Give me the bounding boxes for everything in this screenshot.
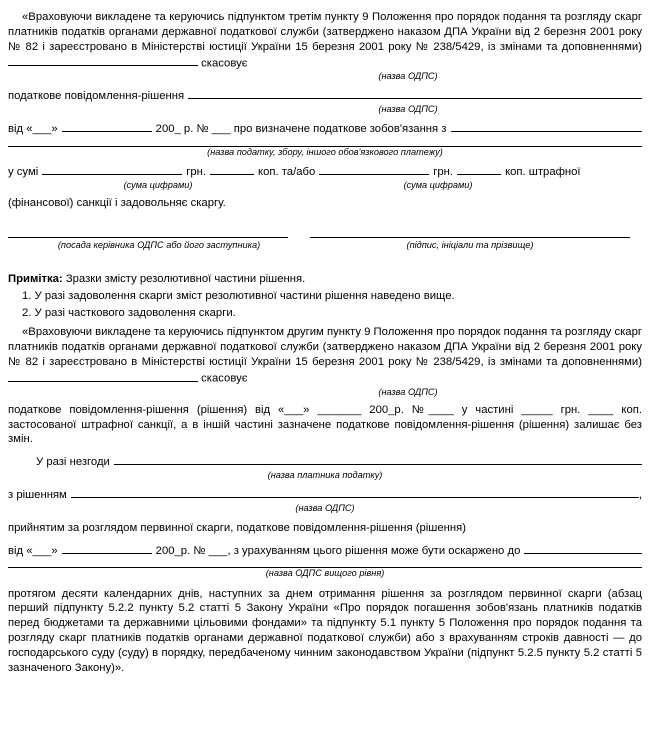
block2-higher-odps-caption: (назва ОДПС вищого рівня) xyxy=(265,568,385,579)
block2-payer-blank[interactable] xyxy=(114,453,642,465)
block1-tax-caption: (назва податку, збору, іншого обов'язкового платежу) xyxy=(207,146,443,157)
block2-line4-row xyxy=(8,486,642,503)
block1-line2-blank[interactable] xyxy=(188,87,642,99)
block1-odps-caption-2: (назва ОДПС) xyxy=(378,104,438,115)
block1-line4-d: коп. штрафної xyxy=(505,165,581,178)
block1-odps-caption: (назва ОДПС) xyxy=(378,71,438,82)
block2-odps-caption-2: (назва ОДПС) xyxy=(295,502,355,513)
block2-higher-odps-blank[interactable] xyxy=(524,542,642,554)
block2-line3-prefix: У разі незгоди xyxy=(36,456,110,469)
block2-line4-prefix: з рішенням xyxy=(8,488,67,501)
block1-signature-name-caption: (підпис, ініціали та прізвище) xyxy=(406,240,534,251)
block1-signature-position-blank[interactable] xyxy=(8,227,288,239)
block2-line2: податкове повідомлення-рішення (рішення) від «___» _______ 200_р. №____ у частині _____ грн. ____ коп. застосованої штрафної санкції, а в іншій частині зазначене податкове повідомлення-рішення (рішення) залишає без змін. xyxy=(8,403,642,446)
block1-line2-text: податкове повідомлення-рішення xyxy=(8,90,185,103)
block1-line4-c: грн. xyxy=(433,165,454,178)
block2-paragraph-text: «Враховуючи викладене та керуючись підпунктом другим пункту 9 Положення про порядок подання та розгляду скарг платників податків органами державної податкової служби (затверджено наказом ДПА України від 2 березня 2001 року № 82 і зареєстровано в Міністерстві юстиції України 15 березня 2001 року № 238/5429, із змінами та доповненнями) xyxy=(8,326,642,368)
block1-sum-captions xyxy=(8,180,642,190)
block2-line5: прийнятим за розглядом первинної скарги, податкове повідомлення-рішення (рішення) xyxy=(8,521,467,534)
block1-odps-blank[interactable] xyxy=(8,55,198,67)
block2-decision-blank[interactable] xyxy=(71,486,639,498)
note-item-2: 2. У разі часткового задоволення скарги. xyxy=(22,307,236,320)
block2-odps-caption: (назва ОДПС) xyxy=(378,386,438,397)
block1-line4-prefix: у сумі xyxy=(8,165,39,178)
block2-month-blank[interactable] xyxy=(62,542,152,554)
block1-kop1-blank[interactable] xyxy=(210,163,254,175)
note-label: Примітка: xyxy=(8,273,63,286)
block1-sum-caption-right: (сума цифрами) xyxy=(403,179,473,190)
block1-line4-row xyxy=(8,163,642,180)
block2-line6-mid: 200_р. № ___, з урахуванням цього рішення може бути оскаржено до xyxy=(155,544,521,557)
block2-line4-suffix: , xyxy=(638,488,642,501)
block1-paragraph-text: «Враховуючи викладене та керуючись підпунктом третім пункту 9 Положення про порядок подання та розгляду скарг платників податків органами державної податкової служби (затверджено наказом ДПА України від 2 березня 2001 року № 82 і зареєстровано в Міністерстві юстиції України 15 березня 2001 року № 238/5429, із змінами та доповненнями) xyxy=(8,11,642,53)
block1-line3-prefix: від «___» xyxy=(8,122,58,135)
note-item-1: 1. У разі задоволення скарги зміст резолютивної частини рішення наведено вище. xyxy=(22,290,455,303)
note-text: Зразки змісту резолютивної частини рішення. xyxy=(65,273,306,286)
block1-paragraph xyxy=(8,10,642,71)
block1-signature-row xyxy=(8,227,642,239)
block2-line6-prefix: від «___» xyxy=(8,544,58,557)
block1-after-blank: скасовує xyxy=(201,57,248,70)
block1-month-blank[interactable] xyxy=(62,120,152,132)
block1-line4-b: коп. та/або xyxy=(258,165,316,178)
note-line xyxy=(8,272,642,287)
block1-signature-captions xyxy=(8,240,642,250)
block1-sum2-blank[interactable] xyxy=(319,163,429,175)
block1-line3-mid: 200_ р. № ___ про визначене податкове зобов'язання з xyxy=(155,122,447,135)
block1-sum1-blank[interactable] xyxy=(42,163,182,175)
block1-line4-a: грн. xyxy=(186,165,207,178)
block2-final-paragraph: протягом десяти календарних днів, наступних за днем отримання рішення за розглядом первинної скарги (абзац перший підпункту 5.2.2 пункту 5.2 статті 5 Закону України «Про порядок погашення зобов'язань платників податків перед бюджетами та державними цільовими фондами» та підпункту 5.1 пункту 5 Положення про порядок подання та розгляду скарг платників податків органами державної податкової служби) або з врахуванням строків давності — до господарського суду (суду) в порядку, передбаченому чинним законодавством України (підпункт 5.2.5 пункту 5.2 статті 5 зазначеного Закону)». xyxy=(8,587,642,675)
block1-line5: (фінансової) санкції і задовольняє скаргу. xyxy=(8,196,226,209)
block1-signature-name-blank[interactable] xyxy=(310,227,630,239)
block1-tax-blank[interactable] xyxy=(451,120,643,132)
block1-sum-caption-left: (сума цифрами) xyxy=(123,179,193,190)
block1-line2-row xyxy=(8,87,642,104)
block1-line3-row xyxy=(8,120,642,137)
block2-line3-row xyxy=(8,453,642,470)
block2-odps-blank[interactable] xyxy=(8,370,198,382)
block2-payer-caption: (назва платника податку) xyxy=(267,470,383,481)
block1-signature-position-caption: (посада керівника ОДПС або його заступника) xyxy=(57,240,261,251)
block2-after-blank: скасовує xyxy=(201,372,248,385)
block2-paragraph xyxy=(8,325,642,386)
block2-line6-row xyxy=(8,542,642,559)
block1-kop2-blank[interactable] xyxy=(457,163,501,175)
